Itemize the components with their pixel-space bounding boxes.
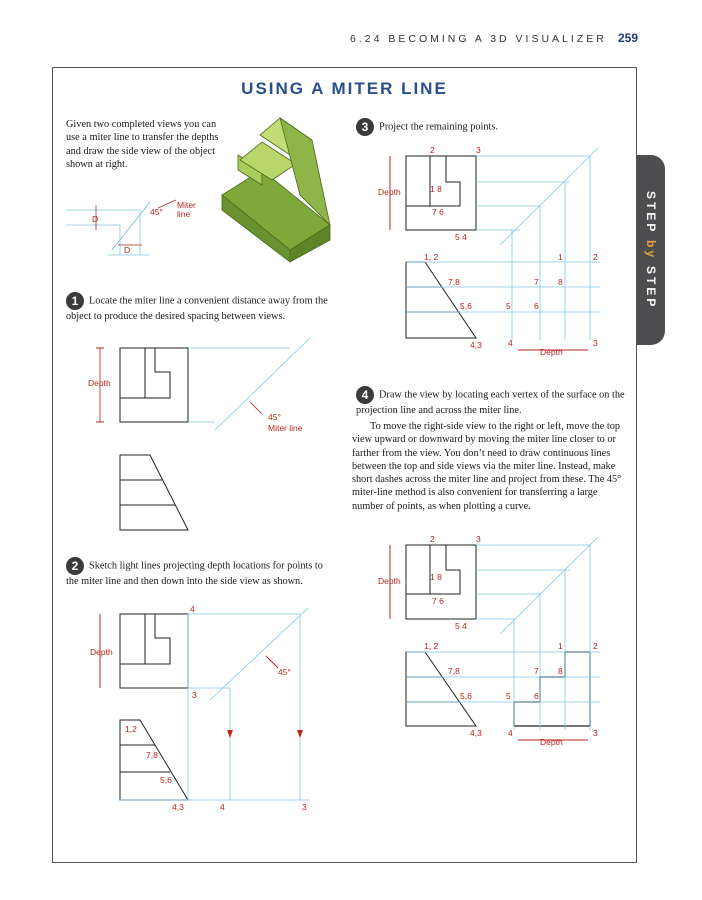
step4-number: 4 — [356, 386, 374, 404]
tab-word-step: STEP — [644, 190, 658, 234]
step3-depth2-label: Depth — [540, 347, 563, 357]
page-number: 259 — [618, 31, 639, 45]
step3-right-3: 3 — [593, 338, 598, 348]
step4-drawing — [390, 537, 600, 740]
step4-point-76: 7 6 — [432, 596, 444, 606]
step4-right-4: 4 — [508, 728, 513, 738]
step4-right-8: 8 — [558, 666, 563, 676]
step3-right-5: 5 — [506, 301, 511, 311]
step2-bottom-4: 4 — [220, 802, 225, 812]
stair-object-3d — [222, 118, 330, 262]
step4-point-78: 7,8 — [448, 666, 460, 676]
step3-depth-label: Depth — [378, 187, 401, 197]
step1-angle-label: 45° — [268, 412, 281, 422]
step4-point-43: 4,3 — [470, 728, 482, 738]
step3-number: 3 — [356, 118, 374, 136]
step3-point-12: 1, 2 — [424, 252, 439, 262]
step2-depth-label: Depth — [90, 647, 113, 657]
intro-text: Given two completed views you can use a miter line to transfer the depths and draw the side view of the object shown at right. — [66, 119, 219, 170]
tab-word-step-2: STEP — [644, 266, 658, 310]
intro-line-label: line — [177, 209, 191, 219]
step3-right-1: 1 — [558, 252, 563, 262]
step1-number: 1 — [66, 292, 84, 310]
step4-paragraph: To move the right-side view to the right or left, move the top view upward or downward by moving the miter line closer to or farther from the view. You don’t need to draw continuous lines between the top and side views via the miter line. Instead, make short dashes across the miter line and project from these. The 45° miter-line method is also convenient for transferring a large number of points, as when plotting a curve. — [352, 421, 622, 512]
step2-drawing — [100, 608, 310, 800]
step4-right-7: 7 — [534, 666, 539, 676]
step2-point-78: 7,8 — [146, 750, 158, 760]
step4-depth-label: Depth — [378, 576, 401, 586]
step2-text: Sketch light lines projecting depth locations for points to the miter line and then down into the side view as shown. — [66, 560, 323, 587]
step1-miter-label: Miter line — [268, 423, 303, 433]
intro-miter-sketch — [66, 202, 150, 255]
step4-text: Draw the view by locating each vertex of the surface on the projection line and across the miter line. — [356, 389, 625, 416]
step2-bottom-3: 3 — [302, 802, 307, 812]
step2-angle-label: 45° — [278, 667, 291, 677]
step4-point-56: 5,6 — [460, 691, 472, 701]
step2-point-43: 4,3 — [172, 802, 184, 812]
step4-right-3: 3 — [593, 728, 598, 738]
step1-depth-label: Depth — [88, 378, 111, 388]
running-head: 6.24 BECOMING A 3D VISUALIZER — [350, 33, 607, 45]
step1-text: Locate the miter line a convenient distance away from the object to produce the desired spacing between views. — [66, 295, 328, 322]
step3-point-76: 7 6 — [432, 207, 444, 217]
step3-point-18: 1 8 — [430, 184, 442, 194]
step3-text: Project the remaining points. — [379, 121, 498, 133]
step2-point-56: 5,6 — [160, 775, 172, 785]
intro-angle-label: 45° — [150, 207, 163, 217]
step4-depth2-label: Depth — [540, 737, 563, 747]
step4-right-2: 2 — [593, 641, 598, 651]
page-title: USING A MITER LINE — [241, 79, 448, 98]
step3-right-4: 4 — [508, 338, 513, 348]
step2-number: 2 — [66, 557, 84, 575]
step3-drawing — [390, 148, 600, 350]
step3-right-6: 6 — [534, 301, 539, 311]
step4-right-6: 6 — [534, 691, 539, 701]
step4-top-2: 2 — [430, 534, 435, 544]
step4-point-18: 1 8 — [430, 572, 442, 582]
step3-point-78: 7,8 — [448, 277, 460, 287]
intro-d-label-1: D — [92, 214, 99, 224]
step2-point-12: 1,2 — [125, 724, 137, 734]
step3-point-43: 4,3 — [470, 340, 482, 350]
intro-dimension-marks — [96, 200, 176, 245]
step3-top-3: 3 — [476, 145, 481, 155]
step4-point-12: 1, 2 — [424, 641, 439, 651]
intro-miter-label: Miter — [177, 200, 196, 210]
step4-top-3: 3 — [476, 534, 481, 544]
intro-d-label-2: D — [124, 245, 131, 255]
step3-right-2: 2 — [593, 252, 598, 262]
step3-right-8: 8 — [558, 277, 563, 287]
step1-drawing — [96, 338, 310, 530]
step3-right-7: 7 — [534, 277, 539, 287]
step3-point-56: 5,6 — [460, 301, 472, 311]
step2-point-4: 4 — [190, 604, 195, 614]
step4-right-5: 5 — [506, 691, 511, 701]
step3-top-2: 2 — [430, 145, 435, 155]
step3-point-54: 5 4 — [455, 232, 467, 242]
step2-point-3: 3 — [192, 690, 197, 700]
tab-word-by: by — [644, 239, 658, 260]
step4-right-1: 1 — [558, 641, 563, 651]
step4-point-54: 5 4 — [455, 621, 467, 631]
